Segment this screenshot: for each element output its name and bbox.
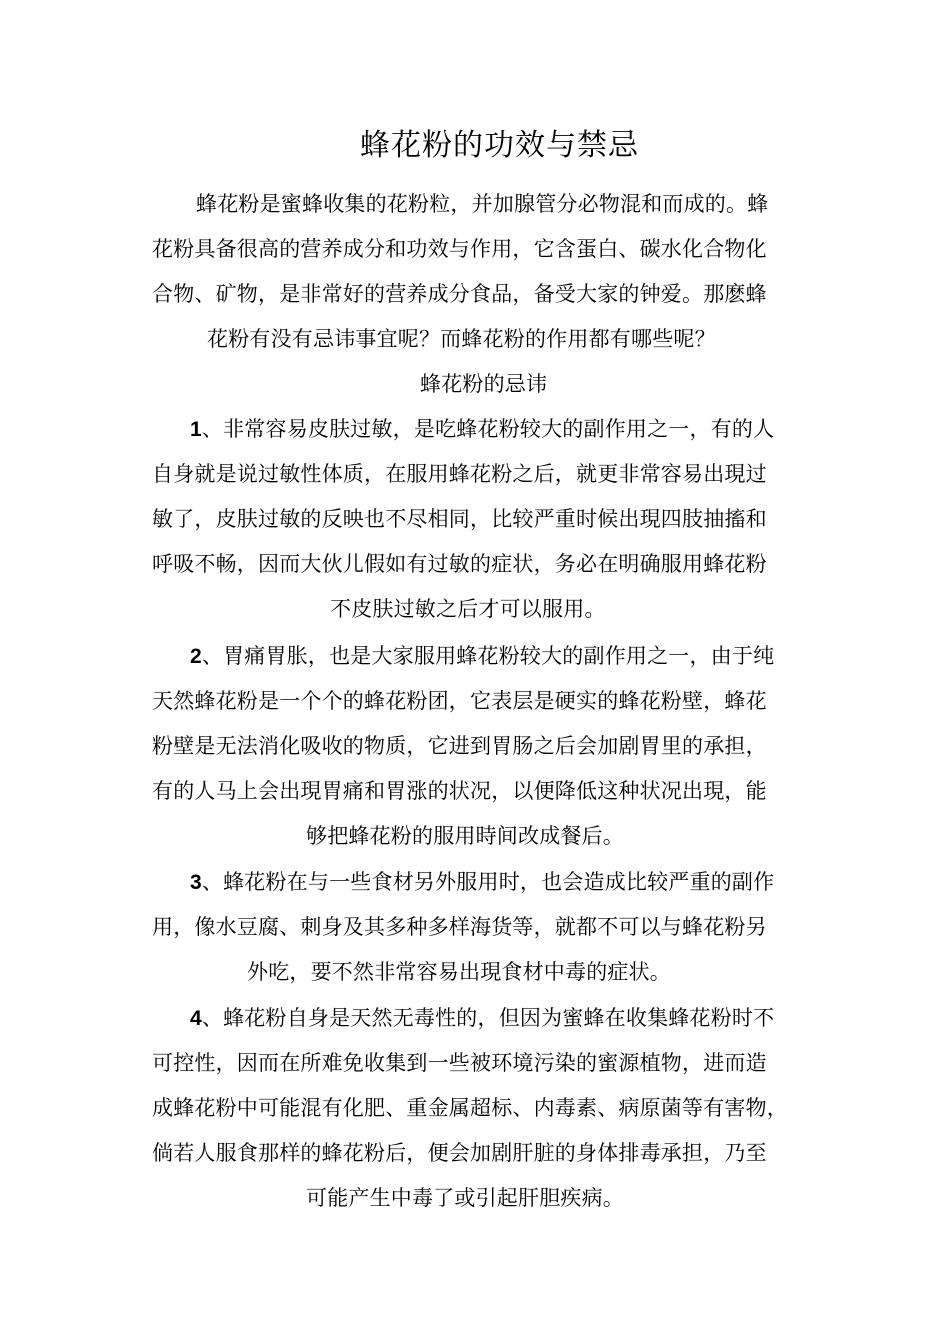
item-3-number: 3	[190, 871, 202, 894]
item-1-line-5: 不皮肤过敏之后才可以服用。	[330, 597, 606, 621]
item-3-line-3: 外吃，要不然非常容易出現食材中毒的症状。	[247, 960, 671, 984]
item-4-line-2: 可控性，因而在所难免收集到一些被环境污染的蜜源植物，进而造	[152, 1051, 767, 1075]
item-4-line-1	[190, 1002, 774, 1032]
item-4-line-5: 可能产生中毒了或引起肝胆疾病。	[306, 1186, 624, 1210]
item-3-text: 、蜂花粉在与一些食材另外服用时，也会造成比较严重的副作	[201, 870, 775, 894]
item-2-line-3: 粉壁是无法消化吸收的物质，它进到胃肠之后会加剧胃里的承担，	[152, 734, 767, 758]
item-2-line-2: 天然蜂花粉是一个个的蜂花粉团，它表层是硬实的蜂花粉壁，蜂花	[152, 689, 767, 713]
item-1-line-4: 呼吸不畅，因而大伙儿假如有过敏的症状，务必在明确服用蜂花粉	[152, 552, 767, 576]
document-title: 蜂花粉的功效与禁忌	[360, 128, 639, 163]
intro-line-4: 花粉有没有忌讳事宜呢？而蜂花粉的作用都有哪些呢？	[207, 327, 716, 351]
item-4-text: 、蜂花粉自身是天然无毒性的，但因为蜜蜂在收集蜂花粉时不	[201, 1006, 775, 1030]
item-4-number: 4	[190, 1007, 202, 1030]
item-2-line-5: 够把蜂花粉的服用時间改成餐后。	[306, 824, 624, 848]
intro-line-1: 蜂花粉是蜜蜂收集的花粉粒，并加腺管分必物混和而成的。蜂	[196, 192, 769, 216]
item-2-line-4: 有的人马上会出現胃痛和胃涨的状况，以便降低这种状况出現，能	[152, 779, 767, 803]
intro-line-3: 合物、矿物，是非常好的营养成分食品，备受大家的钟爱。那麽蜂	[152, 282, 767, 306]
item-2-number: 2	[190, 645, 202, 668]
item-1-number: 1	[190, 418, 202, 441]
item-1-line-3: 敏了，皮肤过敏的反映也不尽相同，比较严重时候出現四肢抽搐和	[152, 507, 767, 531]
item-2-text: 、胃痛胃胀，也是大家服用蜂花粉较大的副作用之一，由于纯	[201, 644, 775, 668]
item-3-line-1	[190, 866, 774, 896]
item-1-text: 、非常容易皮肤过敏，是吃蜂花粉较大的副作用之一，有的人	[201, 417, 775, 441]
intro-line-2: 花粉具备很高的营养成分和功效与作用，它含蛋白、碳水化合物化	[152, 237, 767, 261]
item-1-line-2: 自身就是说过敏性体质，在服用蜂花粉之后，就更非常容易出現过	[152, 462, 767, 486]
section-heading: 蜂花粉的忌讳	[420, 372, 548, 396]
item-4-line-3: 成蜂花粉中可能混有化肥、重金属超标、内毒素、病原菌等有害物，	[152, 1096, 788, 1120]
item-3-line-2: 用，像水豆腐、刺身及其多种多样海货等，就都不可以与蜂花粉另	[152, 915, 767, 939]
item-2-line-1	[190, 640, 774, 670]
item-4-line-4: 倘若人服食那样的蜂花粉后，便会加剧肝脏的身体排毒承担，乃至	[152, 1141, 767, 1165]
item-1-line-1	[190, 413, 774, 443]
